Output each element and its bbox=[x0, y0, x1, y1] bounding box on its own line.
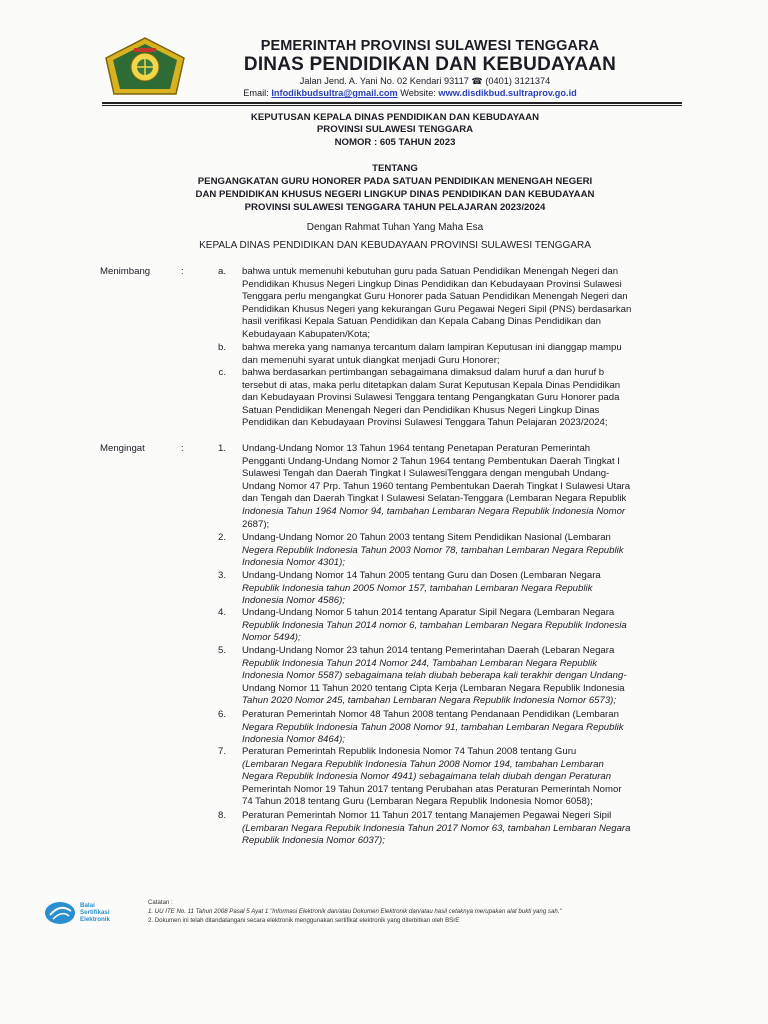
decree-number: NOMOR : 605 TAHUN 2023 bbox=[334, 137, 456, 148]
mengingat-item: Undang-Undang Nomor 14 Tahun 2005 tentang Guru dan Dosen (Lembaran Negara Republik Indonesia tahun 2005 Nomor 157, tambahan Lembaran Negara Republik Indonesia Nomor 4586); bbox=[242, 570, 601, 607]
mengingat-marker: 7. bbox=[217, 746, 226, 757]
mengingat-item: Undang-Undang Nomor 23 tahun 2014 tentang Pemerintahan Daerah (Lebaran Negara Republik Indonesia Tahun 2014 Nomor 244, Tambahan Lembaran Negara Republik Indonesia Nomor 5587) sebagaimana telah diubah beberapa kali terakhir dengan Undang- Undang Nomor 11 Tahun 2020 tentang Cipta Kerja (Lembaran Negara Republik Indonesia Tahun 2020 Nomor 245, tambahan Lembaran Negara Republik Indonesia Nomor 6573); bbox=[242, 645, 627, 707]
mengingat-item: Undang-Undang Nomor 13 Tahun 1964 tentang Penetapan Peraturan Pemerintah Pengganti Undang-Undang Nomor 2 Tahun 1964 tentang Pembentukan Daerah Tingkat I Sulawesi Tengah dan Daerah Tingkat I SulawesiTenggara dengan mengubah Undang- Undang Nomor 47 Prp. Tahun 1960 tentang Pembentukan Daerah Tingkat I Sulawesi Utara dan Tengah dan Daerah Tingkat I Sulawesi Selatan-Tenggara (Lembaran Negara Republik Indonesia Tahun 1964 Nomor 94, tambahan Lembaran Negara Republik Indonesia Nomor 2687); bbox=[242, 443, 631, 530]
mengingat-item: Undang-Undang Nomor 5 tahun 2014 tentang Aparatur Sipil Negara (Lembaran Negara Republik Indonesia Tahun 2014 nomor 6, tambahan Lembaran Negara Republik Indonesia Nomor 5494); bbox=[242, 607, 627, 644]
decree-title-line2: PROVINSI SULAWESI TENGGARA bbox=[316, 124, 474, 135]
mengingat-item: Undang-Undang Nomor 20 Tahun 2003 tentang Sitem Pendidikan Nasional (Lembaran Negera Republik Indonesia Tahun 2003 Nomor 78, tambahan Lembaran Negara Republik Indonesia Nomor 4301); bbox=[242, 532, 624, 569]
bsre-logo-icon bbox=[44, 901, 76, 925]
mengingat-item: Peraturan Pemerintah Republik Indonesia Nomor 74 Tahun 2008 tentang Guru (Lembaran Negara Republik Indonesia Tahun 2008 Nomor 194, tambahan Lembaran Negara Republik Indonesia Nomor 4941) sebagaimana telah diubah dengan Peraturan Pemerintah Nomor 19 Tahun 2017 tentang Perubahan atas Peraturan Pemerintah Nomor 74 Tahun 2018 tentang Guru (Lembaran Negara Republik Indonesia Nomor 6058); bbox=[242, 746, 622, 808]
letterhead-rule-thick bbox=[102, 102, 682, 104]
menimbang-marker: b. bbox=[217, 342, 226, 353]
mengingat-marker: 4. bbox=[217, 607, 226, 618]
website-label: Website: bbox=[400, 88, 436, 98]
mengingat-label: Mengingat bbox=[100, 443, 145, 454]
mengingat-marker: 6. bbox=[217, 709, 226, 720]
menimbang-item: bahwa mereka yang namanya tercantum dalam lampiran Keputusan ini dianggap mampu dan memenuhi syarat untuk diangkat menjadi Guru Honorer; bbox=[242, 342, 622, 366]
decree-issuer: KEPALA DINAS PENDIDIKAN DAN KEBUDAYAAN PROVINSI SULAWESI TENGGARA bbox=[199, 240, 591, 251]
website-link[interactable]: www.disdikbud.sultraprov.go.id bbox=[438, 88, 577, 98]
decree-blessing: Dengan Rahmat Tuhan Yang Maha Esa bbox=[306, 222, 484, 233]
menimbang-colon: : bbox=[181, 266, 184, 277]
menimbang-marker: a. bbox=[217, 266, 226, 277]
letterhead-government: PEMERINTAH PROVINSI SULAWESI TENGGARA bbox=[260, 38, 600, 54]
menimbang-item: bahwa untuk memenuhi kebutuhan guru pada Satuan Pendidikan Menengah Negeri dan Pendidikan Khusus Negeri Lingkup Dinas Pendidikan dan Kebudayaan Provinsi Sulawesi Tenggara perlu mengangkat Guru Honorer pada Satuan Pendidikan Menengah Negeri dan Pendidikan Khusus Negeri yang kekurangan Guru Pegawai Negeri Sipil (PNS) berdasarkan hasil verifikasi Kepala Satuan Pendidikan dan Kepala Cabang Dinas Pendidikan dan Kebudayaan Kabupaten/Kota; bbox=[242, 266, 632, 340]
footer-note-title: Catatan : bbox=[148, 899, 173, 906]
email-link[interactable]: Infodikbudsultra@gmail.com bbox=[271, 88, 398, 98]
decree-subject-line3: PROVINSI SULAWESI TENGGARA TAHUN PELAJARAN 2023/2024 bbox=[244, 202, 546, 213]
mengingat-marker: 5. bbox=[217, 645, 226, 656]
decree-subject-line2: DAN PENDIDIKAN KHUSUS NEGERI LINGKUP DINAS PENDIDIKAN DAN KEBUDAYAAN bbox=[195, 189, 595, 200]
mengingat-marker: 3. bbox=[217, 570, 226, 581]
mengingat-marker: 8. bbox=[217, 810, 226, 821]
email-label: Email: bbox=[243, 88, 269, 98]
footer-note-1: 1. UU ITE No. 11 Tahun 2008 Pasal 5 Ayat 1 "Informasi Elektronik dan/atau Dokumen Elektronik dan/atau hasil cetaknya merupakan alat bukti yang sah." bbox=[148, 908, 562, 915]
letterhead-contact bbox=[170, 88, 650, 98]
menimbang-marker: c. bbox=[218, 367, 226, 378]
decree-about: TENTANG bbox=[372, 163, 418, 174]
mengingat-item: Peraturan Pemerintah Nomor 48 Tahun 2008 tentang Pendanaan Pendidikan (Lembaran Negara Republik Indonesia Tahun 2008 Nomor 91, tambahan Lembaran Negara Republik Indonesia Nomor 8464); bbox=[242, 709, 624, 746]
letterhead-address: Jalan Jend. A. Yani No. 02 Kendari 93117 ☎ (0401) 3121374 bbox=[299, 76, 551, 86]
mengingat-marker: 1. bbox=[217, 443, 226, 454]
bsre-label: Balai Sertifikasi Elektronik bbox=[80, 902, 110, 923]
mengingat-item: Peraturan Pemerintah Nomor 11 Tahun 2017 tentang Manajemen Pegawai Negeri Sipil (Lembaran Negara Repubik Indonesia Tahun 2017 Nomor 63, tambahan Lembaran Negara Republik Indonesia Nomor 6037); bbox=[242, 810, 631, 847]
menimbang-label: Menimbang bbox=[100, 266, 151, 277]
decree-subject-line1: PENGANGKATAN GURU HONORER PADA SATUAN PENDIDIKAN MENENGAH NEGERI bbox=[197, 176, 593, 187]
menimbang-item: bahwa berdasarkan pertimbangan sebagaimana dimaksud dalam huruf a dan huruf b tersebut di atas, maka perlu ditetapkan dalam Surat Keputusan Kepala Dinas Pendidikan dan Kebudayaan Provinsi Sulawesi Tenggara tentang Pengangkatan Guru Honorer pada Satuan Pendidikan Menengah Negeri dan Pendidikan Khusus Negeri Lingkup Dinas Pendidikan dan Kebudayaan Provinsi Sulawesi Tenggara Tahun Pelajaran 2023/2024; bbox=[242, 367, 621, 429]
footer-note-2: 2. Dokumen ini telah ditandatangani secara elektronik menggunakan sertifikat elektronik yang diterbitkan oleh BSrE bbox=[148, 917, 460, 924]
mengingat-colon: : bbox=[181, 443, 184, 454]
decree-title-line1: KEPUTUSAN KEPALA DINAS PENDIDIKAN DAN KEBUDAYAAN bbox=[250, 112, 540, 123]
mengingat-marker: 2. bbox=[217, 532, 226, 543]
letterhead-agency: DINAS PENDIDIKAN DAN KEBUDAYAAN bbox=[243, 54, 617, 75]
letterhead-rule-thin bbox=[102, 105, 682, 106]
